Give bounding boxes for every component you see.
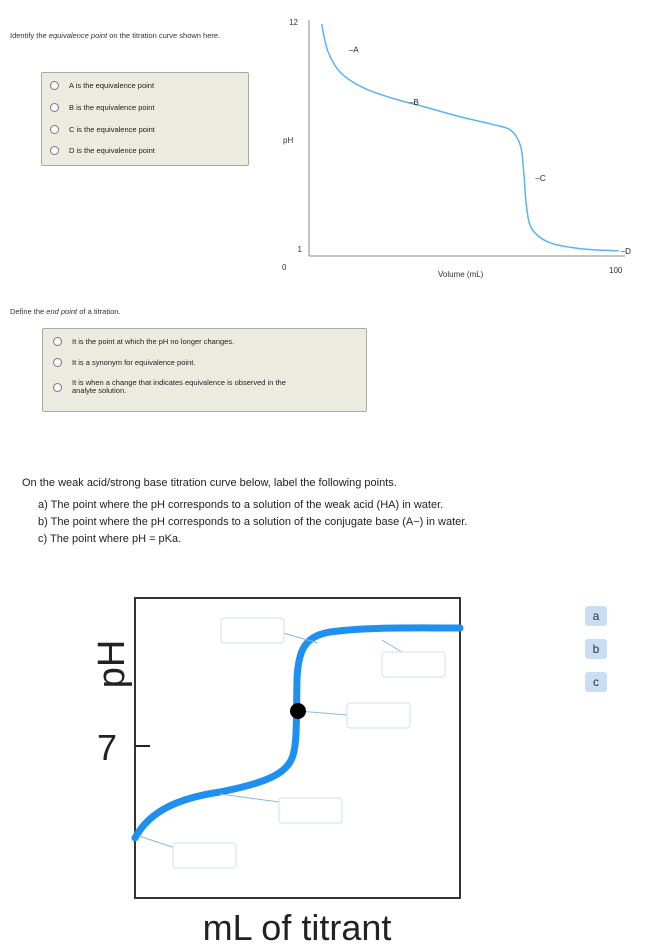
point-label-a: –A: [348, 45, 359, 55]
q3-item-b: b) The point where the pH corresponds to a solution of the conjugate base (A−) in water.: [38, 516, 468, 528]
q1-choices: [41, 72, 249, 166]
q2-choices: [42, 328, 367, 412]
radio-button[interactable]: [53, 358, 62, 367]
titration-chart: [270, 8, 640, 280]
q1-option-b[interactable]: B is the equivalence point: [42, 103, 248, 112]
q1-prompt: Identify the equivalence point on the titration curve shown here.: [10, 31, 221, 40]
leader-line: [220, 794, 279, 802]
titration-curve: [322, 24, 619, 251]
x-tick-label: 0: [282, 263, 287, 272]
drop-target[interactable]: [347, 703, 410, 728]
label-c[interactable]: c: [585, 672, 607, 692]
radio-button[interactable]: [50, 146, 59, 155]
radio-button[interactable]: [53, 337, 62, 346]
labeling-chart: [0, 570, 560, 952]
equivalence-point-marker: [290, 703, 306, 719]
x-axis-label: mL of titrant: [202, 907, 392, 948]
point-label-d: –D: [620, 246, 631, 256]
leader-line: [139, 836, 175, 848]
radio-button[interactable]: [50, 125, 59, 134]
label-a[interactable]: a: [585, 606, 607, 626]
drop-target[interactable]: [382, 652, 445, 677]
y-axis-label: pH: [91, 639, 133, 689]
x-tick-label: 100: [609, 266, 623, 275]
radio-button[interactable]: [53, 383, 62, 392]
radio-button[interactable]: [50, 103, 59, 112]
y-axis-label: pH: [283, 136, 294, 145]
q1-option-c[interactable]: C is the equivalence point: [42, 125, 248, 134]
q2-prompt: Define the end point of a titration.: [10, 307, 121, 316]
point-label-c: –C: [535, 174, 546, 184]
drop-target[interactable]: [221, 618, 284, 643]
drop-target[interactable]: [279, 798, 342, 823]
leader-lines: [139, 633, 405, 848]
y-tick-label: 12: [289, 18, 298, 27]
q1-option-d[interactable]: D is the equivalence point: [42, 146, 248, 155]
q1-option-a[interactable]: A is the equivalence point: [42, 81, 248, 90]
q2-option-2[interactable]: It is a synonym for equivalence point.: [43, 358, 366, 367]
drop-target[interactable]: [173, 843, 236, 868]
q2-option-1[interactable]: It is the point at which the pH no longer changes.: [43, 337, 366, 346]
y-tick-label: 1: [297, 245, 302, 254]
q2-option-3[interactable]: It is when a change that indicates equivalence is observed in the analyte solution.: [43, 379, 366, 395]
q3-item-c: c) The point where pH = pKa.: [38, 533, 182, 545]
radio-button[interactable]: [50, 81, 59, 90]
y-tick-label: 7: [97, 727, 118, 768]
x-axis-label: Volume (mL): [438, 270, 484, 279]
q3-prompt: On the weak acid/strong base titration curve below, label the following points.: [22, 477, 397, 489]
point-label-b: –B: [409, 98, 419, 108]
label-b[interactable]: b: [585, 639, 607, 659]
q3-item-a: a) The point where the pH corresponds to a solution of the weak acid (HA) in water.: [38, 499, 444, 511]
